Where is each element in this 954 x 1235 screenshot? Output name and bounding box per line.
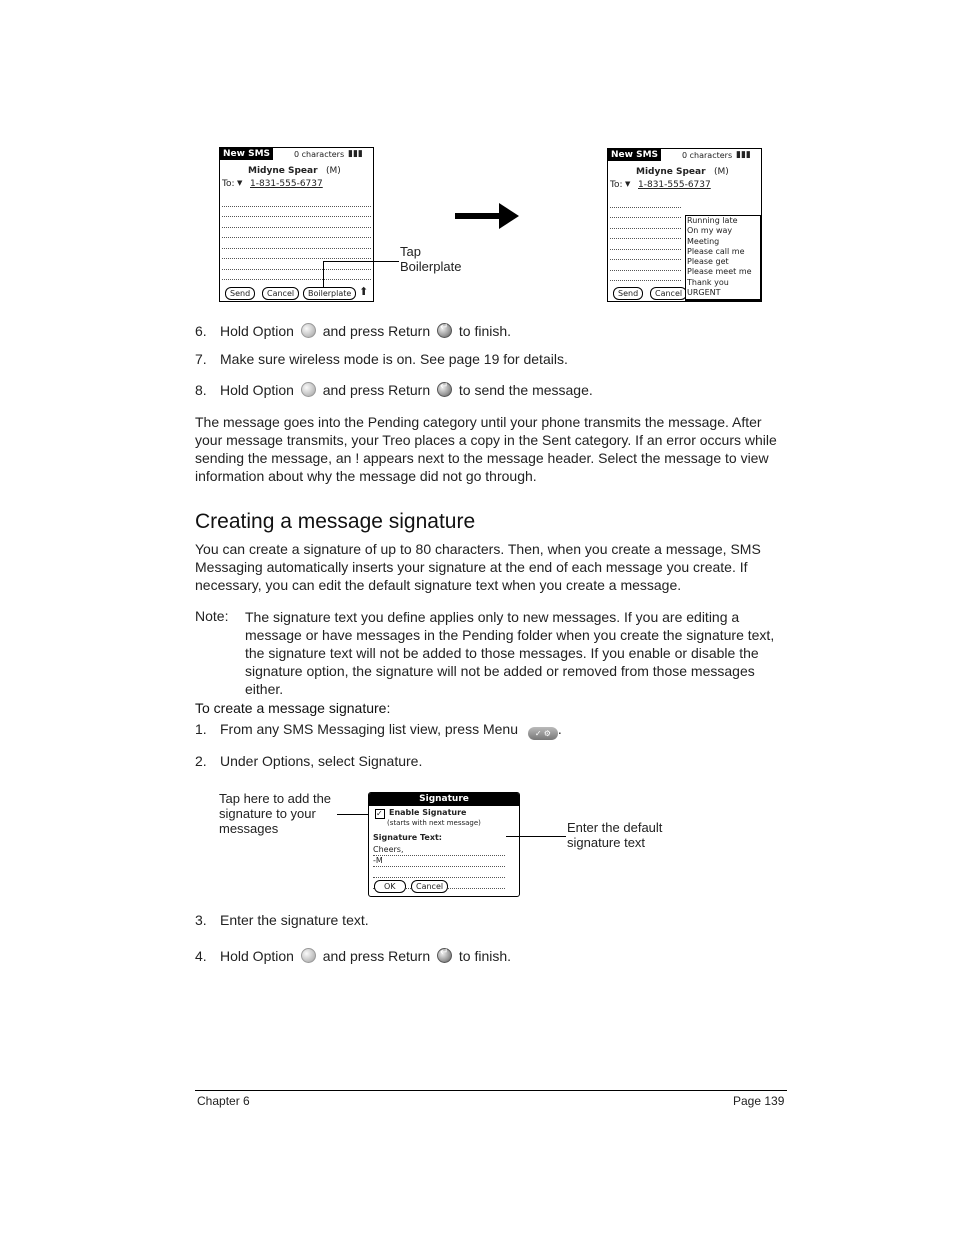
signature-text-label: Signature Text: — [373, 833, 443, 842]
dropdown-arrow-icon[interactable]: ▼ — [237, 179, 243, 187]
scroll-up-icon[interactable]: ⬆ — [359, 285, 369, 298]
char-counter: 0 characters — [682, 151, 733, 160]
callout-line — [506, 836, 566, 837]
signal-icon: ▮▮▮ — [736, 150, 751, 160]
to-label: To: — [222, 179, 235, 189]
step-6: 6. Hold Option and press Return ↵ to finish. — [195, 323, 511, 339]
procedure-heading: To create a message signature: — [195, 700, 391, 716]
step-8: 8. Hold Option and press Return ↵ to send the message. — [195, 382, 593, 398]
step-1: 1. From any SMS Messaging list view, press Menu ✓ ⚙ . — [195, 721, 562, 738]
signature-intro-paragraph: You can create a signature of up to 80 characters. Then, when you create a message, SMS Messaging automatically inserts your signature at the end of each message you create. If necessary, you can edit the default signature text when you create a message. — [195, 541, 761, 593]
ok-button[interactable]: OK — [374, 880, 406, 893]
step-7: 7. Make sure wireless mode is on. See page 19 for details. — [195, 351, 568, 367]
recipient-name: Midyne Spear — [248, 166, 318, 176]
menu-item[interactable]: Meeting — [687, 236, 720, 246]
enable-signature-label[interactable]: Enable Signature — [389, 808, 467, 817]
signature-dialog — [368, 792, 520, 897]
char-counter: 0 characters — [294, 150, 345, 159]
signal-icon: ▮▮▮ — [348, 149, 363, 159]
step-4: 4. Hold Option and press Return ↵ to finish. — [195, 948, 511, 964]
menu-item[interactable]: URGENT — [687, 288, 721, 298]
note-text: The signature text you define applies only to new messages. If you are editing a message or have messages in the Pending folder when you create the signature text, the signature text will not be added to those messages. If you enable or disable the signature option, the signature will not be added or removed from those messages either. — [245, 609, 775, 697]
return-key-icon — [437, 948, 452, 963]
recipient-name: Midyne Spear — [636, 167, 706, 177]
send-button[interactable]: Send — [613, 287, 643, 300]
screen-title: New SMS — [608, 149, 661, 161]
step-3: 3. Enter the signature text. — [195, 912, 369, 928]
new-sms-menu-screen — [607, 148, 762, 302]
menu-item[interactable]: Please meet me — [687, 267, 752, 277]
tap-callout: Tap Boilerplate — [400, 244, 462, 274]
menu-item[interactable]: Please get — [687, 257, 729, 267]
option-key-icon — [301, 948, 316, 963]
section-heading: Creating a message signature — [195, 510, 476, 533]
cancel-button[interactable]: Cancel — [650, 287, 687, 300]
to-label: To: — [610, 180, 623, 190]
enable-note: (starts with next message) — [387, 819, 481, 827]
callout-line — [323, 261, 399, 262]
pending-paragraph: The message goes into the Pending category until your phone transmits the message. After your message transmits, your Treo places a copy in the Sent category. If an error occurs while sending the message, an ! appears next to the message header. Select the message to view information about why the message did not go through. — [195, 414, 777, 484]
phone-number: 1-831-555-6737 — [250, 179, 323, 189]
menu-item[interactable]: Running late — [687, 216, 738, 225]
cancel-button[interactable]: Cancel — [262, 287, 299, 300]
option-key-icon — [301, 323, 316, 338]
checkbox-checked-icon[interactable]: ✓ — [375, 809, 385, 819]
new-sms-screen — [219, 147, 374, 302]
recipient-tag: (M) — [714, 167, 729, 177]
return-key-icon — [437, 382, 452, 397]
arrow-right-icon — [455, 203, 521, 234]
dropdown-arrow-icon[interactable]: ▼ — [625, 180, 631, 188]
footer-divider — [195, 1090, 787, 1091]
footer-chapter: Chapter 6 — [197, 1094, 250, 1108]
enable-signature-callout: Tap here to add the signature to your messages — [219, 791, 332, 836]
recipient-tag: (M) — [326, 166, 341, 176]
send-button[interactable]: Send — [225, 287, 255, 300]
cancel-button[interactable]: Cancel — [411, 880, 448, 893]
dialog-title: Signature — [369, 793, 519, 806]
menu-item[interactable]: On my way — [687, 226, 733, 236]
signature-text-field[interactable]: Cheers, -M — [373, 845, 505, 889]
step-2: 2. Under Options, select Signature. — [195, 753, 423, 769]
return-key-icon — [437, 323, 452, 338]
footer-page: Page 139 — [733, 1094, 785, 1108]
boilerplate-menu — [685, 215, 762, 301]
callout-line — [323, 261, 324, 287]
option-key-icon — [301, 382, 316, 397]
default-text-callout: Enter the default signature text — [567, 820, 663, 850]
boilerplate-button[interactable]: Boilerplate — [303, 287, 356, 300]
note-label: Note: — [195, 608, 229, 624]
phone-number: 1-831-555-6737 — [638, 180, 711, 190]
screen-title: New SMS — [220, 148, 273, 160]
menu-key-icon: ✓ ⚙ — [528, 727, 558, 740]
menu-item[interactable]: Please call me — [687, 246, 745, 256]
menu-item[interactable]: Thank you — [687, 277, 729, 287]
